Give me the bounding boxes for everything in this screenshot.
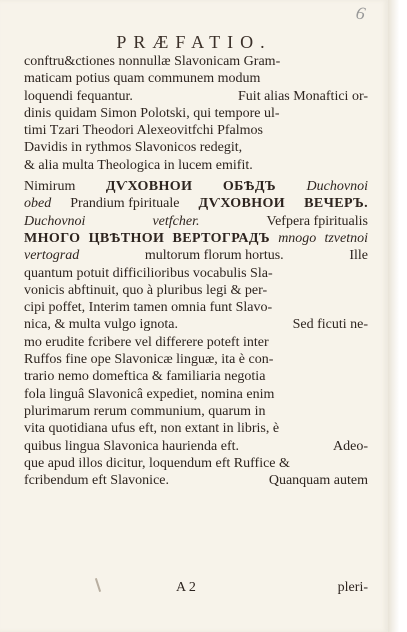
text-segment: fola linguâ Slavonicâ expediet, nomina enim [24, 386, 275, 402]
text-line [24, 53, 368, 70]
transliterated-word: vetfcher. [152, 213, 200, 229]
text-line [24, 230, 368, 247]
text-segment: Adeo- [333, 438, 368, 454]
text-segment: Davidis in rythmos Slavonicos redegit, [24, 140, 243, 156]
text-line [24, 265, 368, 282]
text-segment: Sed ficuti ne- [292, 317, 368, 333]
text-line [24, 139, 368, 156]
text-line [24, 403, 368, 420]
text-segment: loquendi fequantur. [24, 88, 133, 104]
text-line [24, 368, 368, 385]
text-segment: cipi poffet, Interim tamen omnia funt Slavo- [24, 300, 273, 316]
text-line [24, 386, 368, 403]
text-line [24, 157, 368, 174]
page-footer [24, 580, 368, 600]
slavonic-word: ВЕРТОГРАДЪ [172, 230, 271, 246]
text-segment: Nimirum [24, 179, 76, 195]
slavonic-word: ОБѢДЪ [222, 179, 277, 195]
page-header: PRÆFATIO. [116, 32, 272, 52]
slavonic-word: ДѴХОВНОИ [105, 179, 193, 195]
transliterated-word: obed [24, 196, 52, 212]
text-segment: & alia multa Theologica in lucem emifit. [24, 157, 253, 173]
text-line [24, 213, 368, 230]
transliterated-word: Duchovnoi [24, 213, 86, 229]
slavonic-word: МНОГО [24, 230, 81, 246]
transliterated-word: tzvetnoi [324, 230, 368, 246]
text-line [24, 334, 368, 351]
text-line [24, 70, 368, 87]
handwritten-page-number: 6 [354, 2, 368, 24]
text-segment: que apud illos dicitur, loquendum eft Ruffice & [24, 455, 290, 471]
transliterated-word: vertograd [24, 248, 80, 264]
text-segment: vita quotidiana ufus eft, non extant in libris, è [24, 421, 280, 437]
text-line [24, 420, 368, 437]
text-line [24, 299, 368, 316]
text-segment: Vefpera fpiritualis [266, 213, 368, 229]
text-segment: Prandium fpirituale [70, 196, 180, 212]
text-segment: Fuit alias Monaftici or- [238, 88, 368, 104]
text-segment: timi Tzari Theodori Alexeovitfchi Pfalmos [24, 123, 263, 139]
transliterated-word: Duchovnoi [306, 179, 368, 195]
text-segment: vonicis abftinuit, quo à pluribus legi & per- [24, 282, 268, 298]
text-segment: conftru&ctiones nonnullæ Slavonicam Gram- [24, 54, 281, 69]
transliterated-word: mnogo [278, 230, 317, 246]
text-segment: fcribendum eft Slavonice. [24, 473, 170, 489]
signature-mark: A 2 [176, 580, 196, 595]
text-line [24, 195, 368, 212]
text-segment: maticam potius quam communem modum [24, 71, 261, 87]
text-segment: Ille [349, 248, 368, 264]
text-line [24, 88, 368, 105]
paper-edge-shadow [388, 0, 407, 632]
text-segment: plurimarum rerum communium, quarum in [24, 403, 266, 419]
text-segment: Ruffos fine ope Slavonicæ linguæ, ita è con- [24, 352, 274, 368]
text-line [24, 455, 368, 472]
text-segment: dinis quidam Simon Polotski, qui tempore ul- [24, 105, 280, 121]
text-segment: quibus lingua Slavonica haurienda eft. [24, 438, 239, 454]
text-line [24, 472, 368, 489]
slavonic-word: ДѴХОВНОИ [198, 196, 286, 212]
text-line [24, 351, 368, 368]
text-line [24, 316, 368, 333]
slavonic-word: ЦВѢТНОИ [88, 230, 165, 246]
text-line [24, 247, 368, 264]
text-line [24, 178, 368, 195]
catchword: pleri- [337, 580, 368, 595]
text-segment: quantum potuit difficilioribus vocabulis Sla- [24, 265, 273, 281]
slavonic-word: ВЕЧЕРЪ. [304, 196, 368, 212]
text-segment: mo erudite fcribere vel differere poteft inter [24, 334, 269, 350]
text-line [24, 105, 368, 122]
text-line [24, 282, 368, 299]
text-segment: nica, & multa vulgo ignota. [24, 317, 178, 333]
body-text [24, 53, 368, 489]
text-segment: multorum florum hortus. [144, 248, 284, 264]
text-line [24, 122, 368, 139]
text-segment: trario nemo domeftica & familiaria negotia [24, 369, 266, 385]
text-line [24, 438, 368, 455]
text-segment: Quanquam autem [268, 473, 368, 489]
